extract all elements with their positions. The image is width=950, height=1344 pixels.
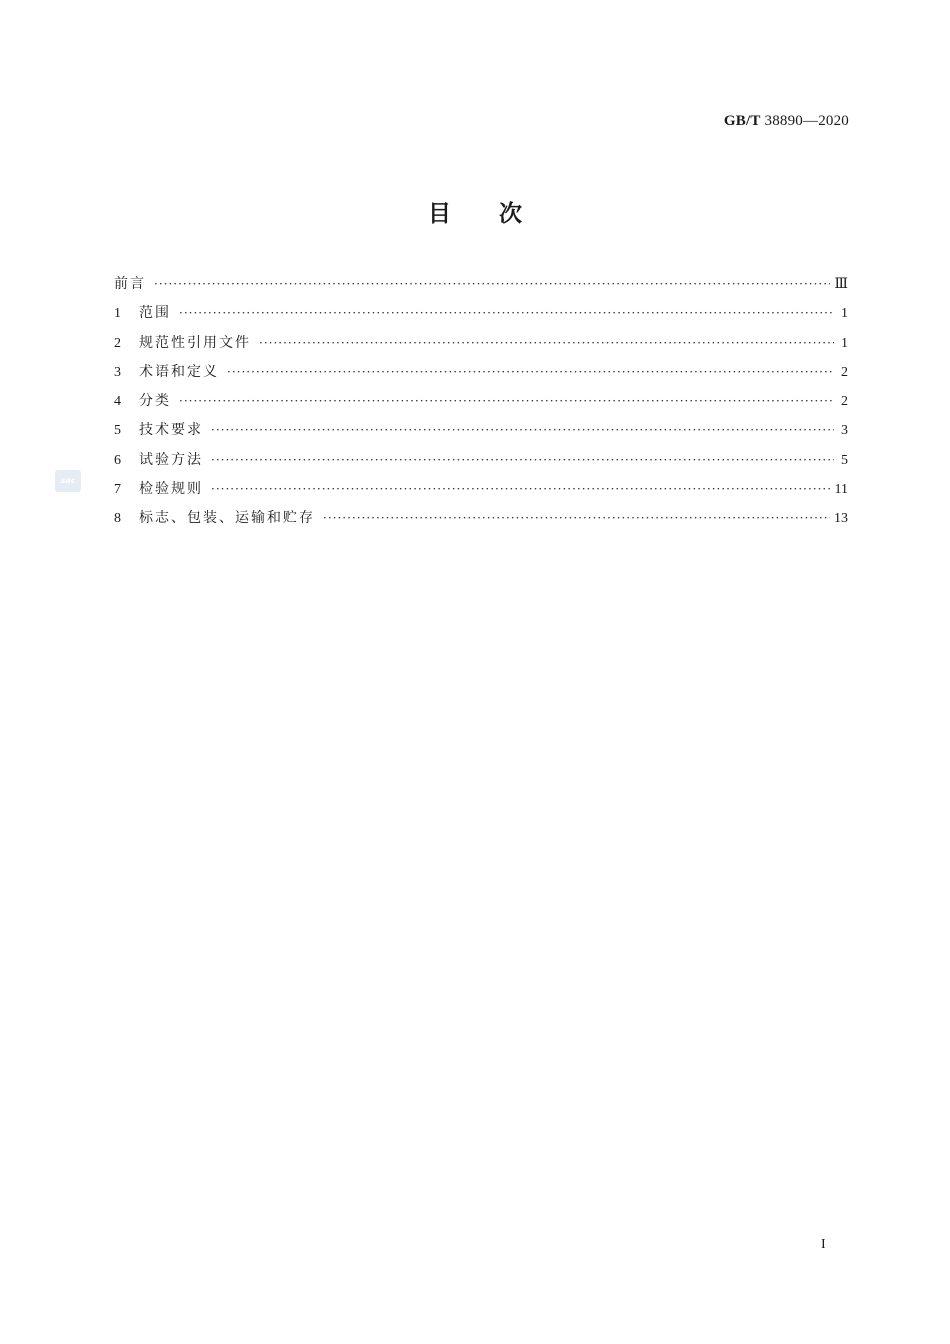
toc-entry-foreword[interactable] (114, 270, 848, 299)
toc-entry-2[interactable] (114, 329, 848, 358)
toc-leader-dots (154, 270, 830, 299)
toc-entry-page: 13 (834, 511, 848, 527)
toc-entry-label: 标志、包装、运输和贮存 (139, 510, 315, 527)
toc-entry-4[interactable] (114, 387, 848, 416)
toc-entry-page: 2 (841, 364, 848, 380)
toc-leader-dots (179, 299, 834, 328)
toc-leader-dots (179, 387, 834, 416)
toc-entry-page: 11 (834, 482, 848, 498)
toc-entry-number: 7 (114, 482, 121, 498)
toc-entry-page: Ⅲ (834, 277, 848, 292)
toc-entry-1[interactable] (114, 299, 848, 328)
sac-logo-watermark: sac (55, 470, 81, 492)
toc-entry-number: 3 (114, 364, 121, 380)
toc-leader-dots (323, 504, 830, 533)
toc-entry-page: 1 (841, 306, 848, 322)
toc-entry-label: 技术要求 (139, 422, 203, 439)
toc-entry-page: 5 (841, 452, 848, 468)
toc-entry-6[interactable] (114, 446, 848, 475)
document-code (724, 113, 849, 130)
toc-entry-number: 2 (114, 335, 121, 351)
toc-leader-dots (227, 358, 834, 387)
table-of-contents (114, 270, 848, 534)
toc-entry-label: 范围 (139, 305, 171, 322)
toc-entry-7[interactable] (114, 475, 848, 504)
toc-entry-label: 术语和定义 (139, 363, 219, 380)
toc-entry-label: 检验规则 (139, 481, 203, 498)
toc-leader-dots (211, 416, 834, 445)
toc-entry-page: 1 (841, 335, 848, 351)
toc-entry-label: 规范性引用文件 (139, 334, 251, 351)
toc-entry-5[interactable] (114, 416, 848, 445)
page-number: I (821, 1237, 826, 1252)
toc-entry-number: 5 (114, 423, 121, 439)
toc-entry-label: 试验方法 (139, 451, 203, 468)
toc-entry-number: 4 (114, 394, 121, 410)
toc-leader-dots (259, 329, 834, 358)
toc-title: 目次 (428, 201, 570, 227)
toc-entry-number: 1 (114, 306, 121, 322)
toc-entry-8[interactable] (114, 504, 848, 533)
toc-leader-dots (211, 446, 834, 475)
toc-entry-page: 2 (841, 394, 848, 410)
toc-entry-label: 前言 (114, 276, 146, 292)
standard-prefix: GB/T (723, 113, 761, 129)
toc-entry-page: 3 (841, 423, 848, 439)
standard-number: 38890—2020 (764, 113, 849, 129)
toc-entry-number: 6 (114, 452, 121, 468)
toc-leader-dots (211, 475, 831, 504)
toc-entry-number: 8 (114, 511, 121, 527)
toc-entry-3[interactable] (114, 358, 848, 387)
toc-entry-label: 分类 (139, 393, 171, 410)
